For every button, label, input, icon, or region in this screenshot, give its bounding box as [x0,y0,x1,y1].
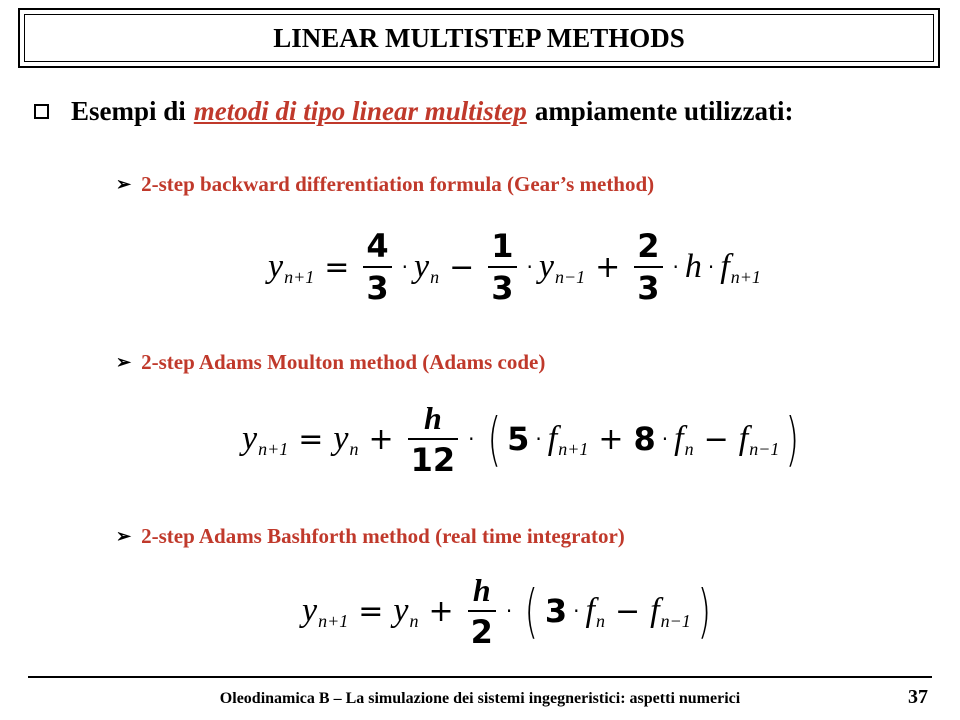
minus-sign: − [703,421,729,457]
formula-var: f [547,420,558,457]
fraction-h-2 [468,570,496,652]
headline-prefix: Esempi di [71,96,186,126]
plus-sign: + [598,421,624,457]
formula-subscript: n+1 [730,266,761,287]
fraction-denominator: 3 [491,269,514,307]
fraction-2-3 [634,226,662,308]
arrow-right-icon: ➢ [116,352,132,372]
arrow-right-icon: ➢ [116,526,132,546]
formula-var: y [393,592,409,629]
formula-subscript: n [409,610,419,631]
fraction-numerator: h [472,572,491,608]
left-paren: ( [524,577,539,645]
equals-sign: = [298,421,324,457]
headline-suffix: ampiamente utilizzati: [534,96,794,126]
formula-var: f [650,592,660,629]
checkbox-square-icon [34,104,49,119]
fraction-numerator: 1 [491,227,514,265]
method-2-heading [116,350,545,375]
formula-subscript: n+1 [558,438,589,459]
fraction-4-3 [363,226,391,308]
dot-operator: · [573,599,580,623]
formula-subscript: n−1 [749,438,780,459]
formula-adams-moulton [242,398,806,480]
dot-operator: · [535,427,542,451]
coefficient: 5 [507,420,530,458]
coefficient: 3 [544,592,568,630]
fraction-h-12 [408,398,459,480]
formula-var: y [268,248,284,285]
slide-title: LINEAR MULTISTEP METHODS [24,14,934,62]
formula-subscript: n [430,266,440,287]
formula-var: f [674,420,684,457]
fraction-numerator: 4 [366,227,389,265]
formula-subscript: n−1 [554,266,586,287]
formula-subscript: n+1 [318,610,349,631]
method-3-label: 2-step Adams Bashforth method (real time integrator) [141,524,625,548]
dot-operator: · [672,255,679,279]
method-1-label: 2-step backward differentiation formula (Gear’s method) [141,172,655,196]
fraction-denominator: 3 [366,269,389,307]
page-number: 37 [908,686,928,708]
plus-sign: + [595,249,621,285]
dot-operator: · [707,255,715,279]
fraction-denominator: 12 [410,441,456,479]
fraction-denominator: 2 [470,613,493,651]
formula-gear [268,226,761,308]
footer-text: Oleodinamica B – La simulazione dei sistemi ingegneristici: aspetti numerici [219,690,741,707]
headline-accent-link: metodi di tipo linear multistep [193,96,527,126]
dot-operator: · [401,255,409,279]
formula-var: f [720,248,730,285]
equals-sign: = [358,593,384,629]
headline [34,96,794,127]
formula-var: f [585,592,595,629]
dot-operator: · [661,427,669,451]
dot-operator: · [468,427,475,451]
fraction-numerator: 2 [637,227,660,265]
right-paren: ) [785,405,800,473]
right-paren: ) [697,577,711,645]
formula-subscript: n [684,438,694,459]
dot-operator: · [505,599,513,623]
formula-subscript: n+1 [284,266,315,287]
title-frame [18,8,940,68]
footer-divider [28,676,932,678]
equals-sign: = [324,249,350,285]
formula-var: f [738,420,749,457]
formula-subscript: n [595,610,605,631]
formula-var: y [538,248,554,285]
formula-subscript: n−1 [660,610,691,631]
formula-var: y [242,420,258,457]
method-1-heading [116,172,654,197]
formula-var: y [414,248,430,285]
plus-sign: + [368,421,394,457]
fraction-denominator: 3 [637,269,660,307]
fraction-1-3 [488,226,516,308]
minus-sign: − [449,249,475,285]
formula-var: h [684,248,702,285]
arrow-right-icon: ➢ [116,174,132,194]
left-paren: ( [487,405,501,473]
minus-sign: − [614,593,641,629]
formula-adams-bashforth [302,570,717,652]
dot-operator: · [526,255,533,279]
formula-subscript: n [349,438,359,459]
formula-subscript: n+1 [258,438,289,459]
plus-sign: + [428,593,454,629]
formula-var: y [333,420,349,457]
fraction-numerator: h [423,400,442,436]
formula-var: y [302,592,318,629]
method-2-label: 2-step Adams Moulton method (Adams code) [141,350,546,374]
coefficient: 8 [633,420,656,458]
method-3-heading [116,524,625,549]
